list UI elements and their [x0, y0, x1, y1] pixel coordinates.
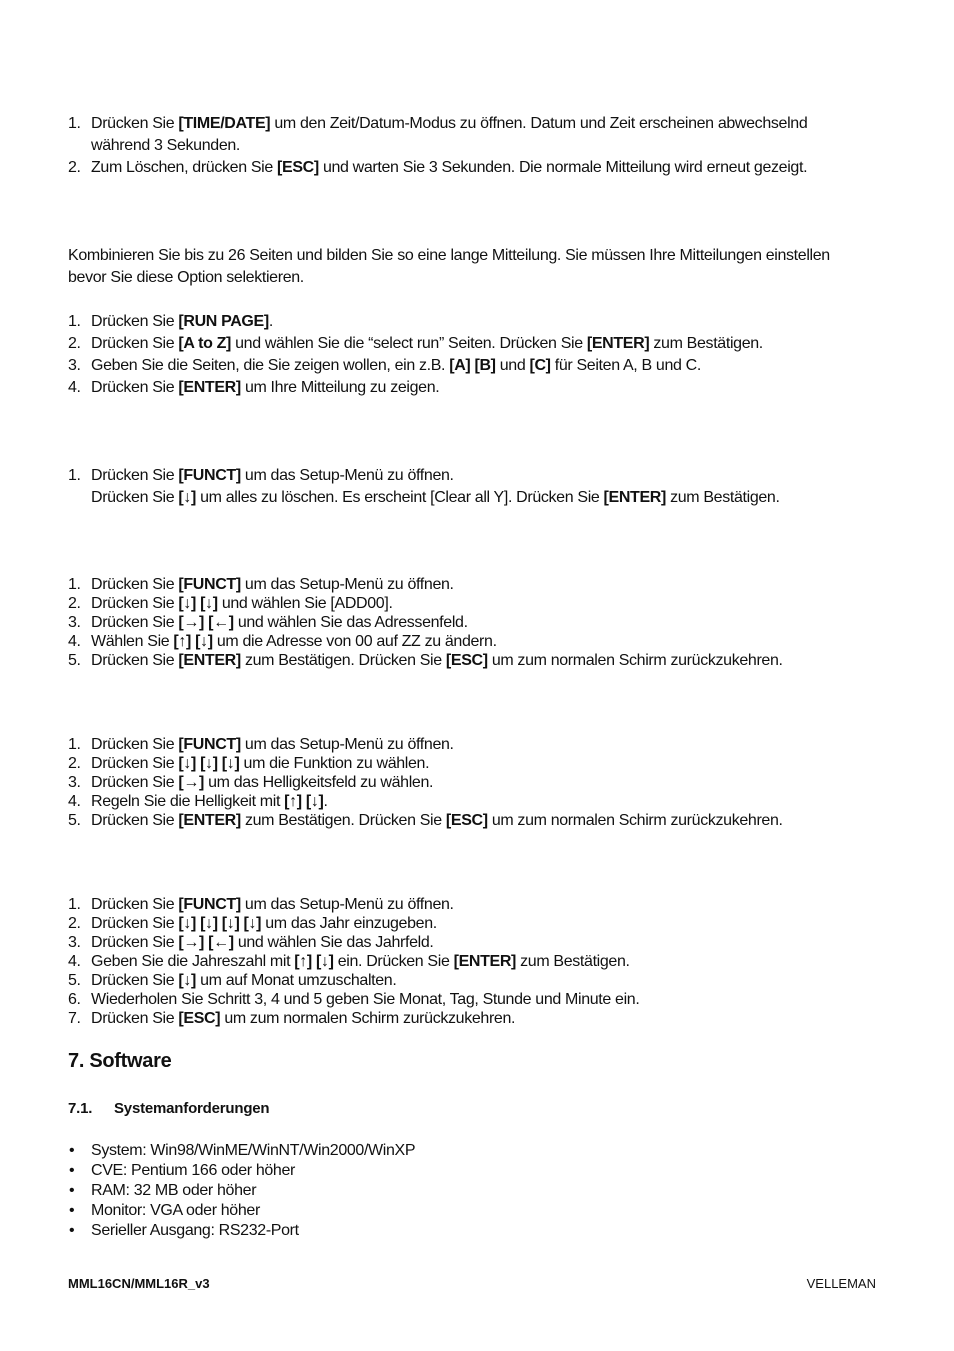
- item-number: 2.: [68, 335, 81, 352]
- text-run: um den Zeit/Datum-Modus zu öffnen. Datum und Zeit erscheinen abwechselnd: [270, 115, 808, 132]
- list-item: [68, 465, 780, 509]
- bullet-icon: •: [69, 1222, 75, 1239]
- key-label: [↓] [↓] [↓]: [178, 755, 240, 772]
- key-label: [ENTER]: [586, 335, 650, 352]
- text-run: Drücken Sie: [91, 972, 179, 989]
- subsection-heading: [68, 1100, 269, 1117]
- clear-all-steps: [68, 465, 780, 509]
- text-run: Drücken Sie: [91, 614, 179, 631]
- list-item: [68, 333, 763, 355]
- item-number: 3.: [68, 934, 81, 951]
- text-run: und: [495, 357, 530, 374]
- list-item: [68, 613, 783, 632]
- text-run: zum Bestätigen. Drücken Sie: [240, 812, 446, 829]
- text-run: Wählen Sie: [91, 633, 174, 650]
- item-number: 6.: [68, 991, 81, 1008]
- key-label: [↓] [↓] [↓] [↓]: [178, 915, 262, 932]
- text-run: um das Setup-Menü zu öffnen.: [240, 467, 454, 484]
- text-run: .: [323, 793, 328, 810]
- text-run: Drücken Sie: [91, 467, 179, 484]
- item-text: [91, 915, 437, 932]
- key-label: [A] [B]: [449, 357, 496, 374]
- bullet-icon: •: [69, 1162, 75, 1179]
- text-run: und wählen Sie das Jahrfeld.: [233, 934, 434, 951]
- item-text: [91, 467, 454, 484]
- text-run: um die Adresse von 00 auf ZZ zu ändern.: [212, 633, 497, 650]
- item-text: [91, 335, 763, 352]
- text-run: Geben Sie die Jahreszahl mit: [91, 953, 295, 970]
- list-item: • CVE: Pentium 166 oder höher: [69, 1162, 296, 1179]
- text-run: um das Setup-Menü zu öffnen.: [240, 736, 454, 753]
- item-number: 4.: [68, 793, 81, 810]
- item-text: [91, 774, 433, 791]
- item-text: [91, 755, 429, 772]
- item-text: [91, 614, 468, 631]
- key-label: [ENTER]: [178, 812, 241, 829]
- text-run: um die Funktion zu wählen.: [239, 755, 430, 772]
- footer-brand: VELLEMAN: [806, 1276, 876, 1291]
- item-number: 1.: [68, 736, 81, 753]
- item-text: [91, 595, 393, 612]
- key-label: [↓] [↓]: [178, 595, 218, 612]
- text-run: Geben Sie die Seiten, die Sie zeigen wollen, ein z.B.: [91, 357, 450, 374]
- text-run: Drücken Sie: [91, 736, 179, 753]
- list-item: [68, 895, 639, 914]
- subsection-number: 7.1.: [68, 1100, 93, 1117]
- list-item: • RAM: 32 MB oder höher: [69, 1182, 257, 1199]
- bullet-icon: •: [69, 1182, 75, 1199]
- text-run: Drücken Sie: [91, 774, 179, 791]
- list-item: [68, 651, 783, 670]
- list-item: [68, 792, 783, 811]
- text-run: um Ihre Mitteilung zu zeigen.: [240, 379, 440, 396]
- text-run: zum Bestätigen.: [516, 953, 630, 970]
- time-date-steps: [68, 113, 807, 179]
- item-number: 1.: [68, 467, 81, 484]
- text-run: Drücken Sie: [91, 896, 179, 913]
- item-number: 4.: [68, 379, 81, 396]
- item-number: 2.: [68, 595, 81, 612]
- key-label: [ESC]: [178, 1010, 221, 1027]
- text-run: Drücken Sie: [91, 313, 179, 330]
- text-run: und wählen Sie die “select run” Seiten. Drücken Sie: [231, 335, 587, 352]
- item-number: 5.: [68, 812, 81, 829]
- text-run: Drücken Sie: [91, 812, 179, 829]
- text-run: um zum normalen Schirm zurückzukehren.: [487, 812, 783, 829]
- item-number: 1.: [68, 313, 81, 330]
- item-text: [91, 633, 497, 650]
- item-number: 4.: [68, 953, 81, 970]
- key-label: [C]: [529, 357, 551, 374]
- item-text: [91, 1010, 515, 1027]
- key-label: [ENTER]: [603, 489, 666, 506]
- list-item: • System: Win98/WinME/WinNT/Win2000/WinXP: [69, 1142, 416, 1159]
- list-item: [68, 575, 783, 594]
- item-text: [91, 313, 273, 330]
- key-label: [ESC]: [277, 159, 319, 176]
- text-run: Drücken Sie: [91, 489, 179, 506]
- list-item: [68, 594, 783, 613]
- text-run: um das Helligkeitsfeld zu wählen.: [204, 774, 434, 791]
- text-run: und wählen Sie [ADD00].: [217, 595, 393, 612]
- list-item: [68, 811, 783, 830]
- list-item: [68, 735, 783, 754]
- text-run: Drücken Sie: [91, 755, 179, 772]
- text-run: um zum normalen Schirm zurückzukehren.: [220, 1010, 516, 1027]
- list-item: [68, 377, 763, 399]
- item-number: 4.: [68, 633, 81, 650]
- address-steps: [68, 575, 783, 670]
- item-text: [91, 991, 639, 1008]
- key-label: [FUNCT]: [178, 467, 241, 484]
- text-run: zum Bestätigen.: [649, 335, 763, 352]
- text-run: Drücken Sie: [91, 115, 179, 132]
- key-label: [RUN PAGE]: [178, 313, 269, 330]
- item-number: 1.: [68, 576, 81, 593]
- text-run: um zum normalen Schirm zurückzukehren.: [487, 652, 783, 669]
- subsection-title: Systemanforderungen: [114, 1100, 270, 1117]
- text-run: und warten Sie 3 Sekunden. Die normale Mitteilung wird erneut gezeigt.: [318, 159, 808, 176]
- footer-model: MML16CN/MML16R_v3: [68, 1276, 210, 1291]
- text-run: Wiederholen Sie Schritt 3, 4 und 5 geben Sie Monat, Tag, Stunde und Minute ein.: [91, 991, 640, 1008]
- item-text: [91, 972, 396, 989]
- item-number: 3.: [68, 357, 81, 374]
- text-run: Drücken Sie: [91, 934, 179, 951]
- item-text: [91, 115, 807, 132]
- item-number: 5.: [68, 972, 81, 989]
- list-item: [68, 157, 807, 179]
- text-run: Drücken Sie: [91, 379, 179, 396]
- key-label: [ENTER]: [178, 652, 241, 669]
- text-run: und wählen Sie das Adressenfeld.: [233, 614, 468, 631]
- list-item: [68, 632, 783, 651]
- item-number: 2.: [68, 159, 81, 176]
- key-label: [FUNCT]: [178, 736, 241, 753]
- text-run: zum Bestätigen.: [665, 489, 780, 506]
- list-item: [68, 990, 639, 1009]
- run-page-steps: [68, 311, 763, 399]
- list-item: [68, 754, 783, 773]
- text-run: Drücken Sie: [91, 576, 179, 593]
- item-number: 1.: [68, 115, 81, 132]
- key-label: [FUNCT]: [178, 576, 241, 593]
- list-item: [68, 952, 639, 971]
- key-label: [↑] [↓]: [173, 633, 213, 650]
- text-run: .: [268, 313, 273, 330]
- item-number: 2.: [68, 915, 81, 932]
- list-item: • Monitor: VGA oder höher: [69, 1202, 260, 1219]
- requirements-list: [68, 1141, 415, 1241]
- key-label: [ESC]: [445, 652, 488, 669]
- brightness-steps: [68, 735, 783, 830]
- year-steps: [68, 895, 639, 1028]
- item-continuation: während 3 Sekunden.: [91, 137, 241, 154]
- text-run: um das Jahr einzugeben.: [261, 915, 437, 932]
- bullet-icon: •: [69, 1202, 75, 1219]
- list-item: [68, 933, 639, 952]
- text-run: Drücken Sie: [91, 595, 179, 612]
- text-run: Drücken Sie: [91, 652, 179, 669]
- key-label: [↓]: [178, 489, 197, 506]
- text-run: zum Bestätigen. Drücken Sie: [240, 652, 446, 669]
- list-item: [68, 1009, 639, 1028]
- item-number: 3.: [68, 774, 81, 791]
- list-item: [68, 773, 783, 792]
- key-label: [A to Z]: [178, 335, 231, 352]
- key-label: [→] [←]: [178, 934, 234, 951]
- item-number: 7.: [68, 1010, 81, 1027]
- key-label: [↓]: [178, 972, 197, 989]
- text-run: für Seiten A, B und C.: [550, 357, 701, 374]
- item-number: 2.: [68, 755, 81, 772]
- item-continuation: [91, 487, 780, 509]
- key-label: [ENTER]: [453, 953, 517, 970]
- text-run: Zum Löschen, drücken Sie: [91, 159, 278, 176]
- item-text: [91, 953, 630, 970]
- list-item: [68, 113, 807, 157]
- list-item: [68, 971, 639, 990]
- text-run: um das Setup-Menü zu öffnen.: [240, 896, 454, 913]
- item-number: 5.: [68, 652, 81, 669]
- key-label: [→] [←]: [178, 614, 234, 631]
- item-text: [91, 576, 454, 593]
- key-label: [FUNCT]: [178, 896, 241, 913]
- text-run: um das Setup-Menü zu öffnen.: [240, 576, 454, 593]
- item-text: [91, 357, 701, 374]
- text-run: Regeln Sie die Helligkeit mit: [91, 793, 285, 810]
- item-text: [91, 793, 328, 810]
- text-run: um alles zu löschen. Es erscheint [Clear all Y]. Drücken Sie: [196, 489, 604, 506]
- item-text: [91, 934, 433, 951]
- list-item: [68, 914, 639, 933]
- item-number: 3.: [68, 614, 81, 631]
- key-label: [→]: [178, 774, 205, 791]
- section-heading: 7. Software: [68, 1050, 172, 1072]
- text-run: Drücken Sie: [91, 1010, 179, 1027]
- list-item: [68, 355, 763, 377]
- item-text: [91, 379, 439, 396]
- list-item: • Serieller Ausgang: RS232-Port: [69, 1222, 299, 1239]
- text-run: ein. Drücken Sie: [333, 953, 454, 970]
- key-label: [ENTER]: [178, 379, 241, 396]
- item-text: [91, 159, 807, 176]
- key-label: [ESC]: [445, 812, 488, 829]
- item-text: [91, 812, 783, 829]
- key-label: [↑] [↓]: [284, 793, 324, 810]
- key-label: [↑] [↓]: [294, 953, 334, 970]
- text-run: Drücken Sie: [91, 335, 179, 352]
- list-item: [68, 311, 763, 333]
- item-text: [91, 736, 454, 753]
- key-label: [TIME/DATE]: [178, 115, 271, 132]
- item-text: [91, 652, 783, 669]
- item-text: [91, 896, 454, 913]
- text-run: Drücken Sie: [91, 915, 179, 932]
- bullet-icon: •: [69, 1142, 75, 1159]
- run-page-intro: Kombinieren Sie bis zu 26 Seiten und bilden Sie so eine lange Mitteilung. Sie müssen Ihre Mitteilungen einstellen bevor Sie diese Option selektieren.: [68, 247, 830, 286]
- text-run: um auf Monat umzuschalten.: [196, 972, 397, 989]
- item-number: 1.: [68, 896, 81, 913]
